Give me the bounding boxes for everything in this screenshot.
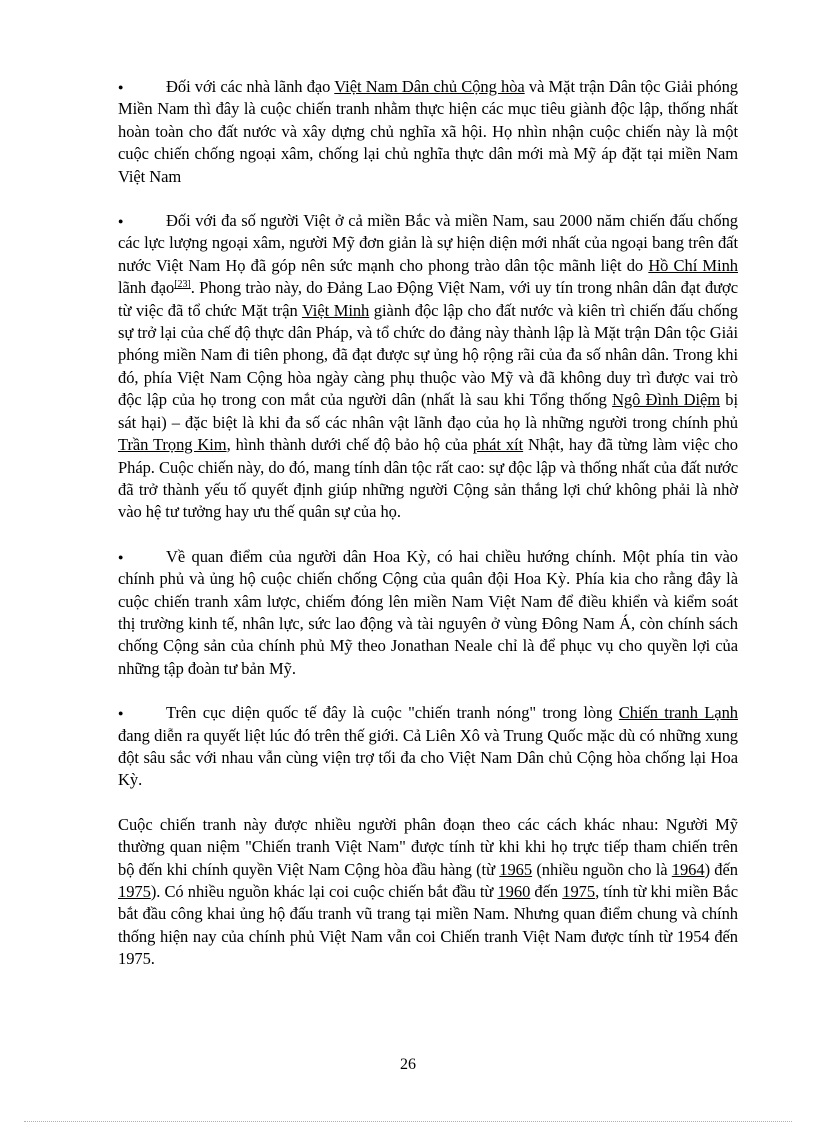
- page-number: 26: [400, 1056, 416, 1073]
- link-1965[interactable]: 1965: [499, 859, 533, 879]
- text: Đối với các nhà lãnh đạo: [166, 77, 335, 96]
- link-phat-xit[interactable]: phát xít: [472, 435, 524, 455]
- link-viet-nam-dan-chu-cong-hoa[interactable]: Việt Nam Dân chủ Cộng hòa: [334, 77, 525, 96]
- document-body: [118, 76, 738, 993]
- paragraph-1: [118, 76, 738, 188]
- text: Trên cục diện quốc tế đây là cuộc "chiến tranh nóng" trong lòng: [166, 703, 619, 723]
- text: đến: [530, 882, 563, 901]
- text: bị sát hại) – đặc biệt là khi đa số các nhân vật lãnh đạo của họ là những người trong chính phủ: [118, 390, 738, 432]
- bullet-icon: ●: [118, 216, 124, 227]
- text: , tính từ khi miền Bắc bắt đầu công khai ủng hộ đấu tranh vũ trang tại miền Nam. Nhưng quan điểm chung và chính thống hiện nay của chính phủ Việt Nam vẫn coi Chiến tranh Việt Nam được tính từ 1954 đến 1975.: [118, 882, 738, 969]
- paragraph-5: [118, 814, 738, 971]
- bullet-icon: ●: [118, 82, 124, 92]
- link-1975[interactable]: 1975: [118, 882, 151, 901]
- paragraph-4: [118, 702, 738, 792]
- text: lãnh đạo: [118, 278, 175, 298]
- link-tran-trong-kim[interactable]: Trần Trọng Kim: [118, 435, 227, 455]
- paragraph-2: [118, 210, 738, 524]
- paragraph-3: [118, 546, 738, 680]
- link-1964[interactable]: 1964: [671, 859, 705, 879]
- text: ). Có nhiều nguồn khác lại coi cuộc chiến bắt đầu từ: [150, 882, 498, 901]
- text: , hình thành dưới chế độ bảo hộ của: [226, 435, 473, 455]
- text: Cuộc chiến tranh này được nhiều người phân đoạn theo các cách khác nhau: Người Mỹ thường quan niệm "Chiến tranh Việt Nam" được tính từ khi khi họ trực tiếp tham chiến trên bộ đến khi chính quyền Việt Nam Cộng hòa đầu hàng (từ: [118, 814, 738, 879]
- link-ho-chi-minh[interactable]: Hồ Chí Minh: [648, 255, 738, 275]
- link-chien-tranh-lanh[interactable]: Chiến tranh Lạnh: [618, 703, 738, 723]
- citation-link[interactable]: [23]: [174, 279, 191, 291]
- link-1960[interactable]: 1960: [497, 882, 531, 901]
- text: Về quan điểm của người dân Hoa Kỳ, có hai chiều hướng chính. Một phía tin vào chính phủ và ủng hộ cuộc chiến chống Cộng của quân đội Hoa Kỳ. Phía kia cho rằng đây là cuộc chiến tranh xâm lược, chiếm đóng lên miền Nam Việt Nam để điều khiển và kiểm soát thị trường kinh tế, nhân lực, sức lao động và tài nguyên ở vùng Đông Nam Á, còn chính sách chống Cộng sản của chính phủ Mỹ theo Jonathan Neale chỉ là để phục vụ cho quyền lợi của những tập đoàn tư bản Mỹ.: [118, 546, 738, 678]
- text: Đối với đa số người Việt ở cả miền Bắc và miền Nam, sau 2000 năm chiến đấu chống các lực lượng ngoại xâm, người Mỹ đơn giản là sự hiện diện mới nhất của ngoại bang trên đất nước Việt Nam Họ đã góp nên sức mạnh cho phong trào dân tộc mãnh liệt do: [118, 211, 738, 275]
- text: ) đến: [704, 859, 738, 879]
- text: và Mặt trận Dân tộc Giải phóng Miền Nam thì đây là cuộc chiến tranh nhằm thực hiện các mục tiêu giành độc lập, thống nhất hoàn toàn cho đất nước và xây dựng chủ nghĩa xã hội. Họ nhìn nhận cuộc chiến này là một cuộc chiến chống ngoại xâm, chống lại chủ nghĩa thực dân mới mà Mỹ áp đặt tại miền Nam Việt Nam: [118, 77, 738, 186]
- link-ngo-dinh-diem[interactable]: Ngô Đình Diệm: [612, 390, 721, 410]
- link-1975[interactable]: 1975: [562, 882, 596, 901]
- bullet-icon: ●: [118, 708, 124, 719]
- text: đang diễn ra quyết liệt lúc đó trên thế giới. Cả Liên Xô và Trung Quốc mặc dù có những xung đột sâu sắc với nhau vẫn cùng viện trợ tối đa cho Việt Nam Dân chủ Cộng hòa chống lại Hoa Kỳ.: [118, 725, 738, 790]
- text: (nhiều nguồn cho là: [532, 859, 672, 879]
- bullet-icon: ●: [118, 551, 124, 562]
- text: giành độc lập cho đất nước và kiên trì chiến đấu chống sự trở lại của chế độ thực dân Pháp, và tổ chức do đảng này thành lập là Mặt trận Dân tộc Giải phóng miền Nam đi tiên phong, đã đạt được sự ủng hộ rộng rãi của đa số nhân dân. Trong khi đó, phía Việt Nam Cộng hòa ngày càng phụ thuộc vào Mỹ và đã không duy trì được vai trò độc lập của họ trong con mắt của người dân (nhất là sau khi Tổng thống: [118, 300, 738, 410]
- text: . Phong trào này, do Đảng Lao Động Việt Nam, với uy tín trong nhân dân đạt được từ việc đã tổ chức Mặt trận: [118, 278, 738, 320]
- link-viet-minh[interactable]: Việt Minh: [301, 300, 370, 320]
- text: Nhật, hay đã từng làm việc cho Pháp. Cuộc chiến này, do đó, mang tính dân tộc rất cao: sự độc lập và thống nhất của đất nước đã trở thành yếu tố quyết định giúp những người Cộng sản thắng lợi chứ không phải là nhờ vào hệ tư tưởng hay ưu thế quân sự của họ.: [118, 435, 739, 522]
- page-bottom-divider: [24, 1121, 792, 1122]
